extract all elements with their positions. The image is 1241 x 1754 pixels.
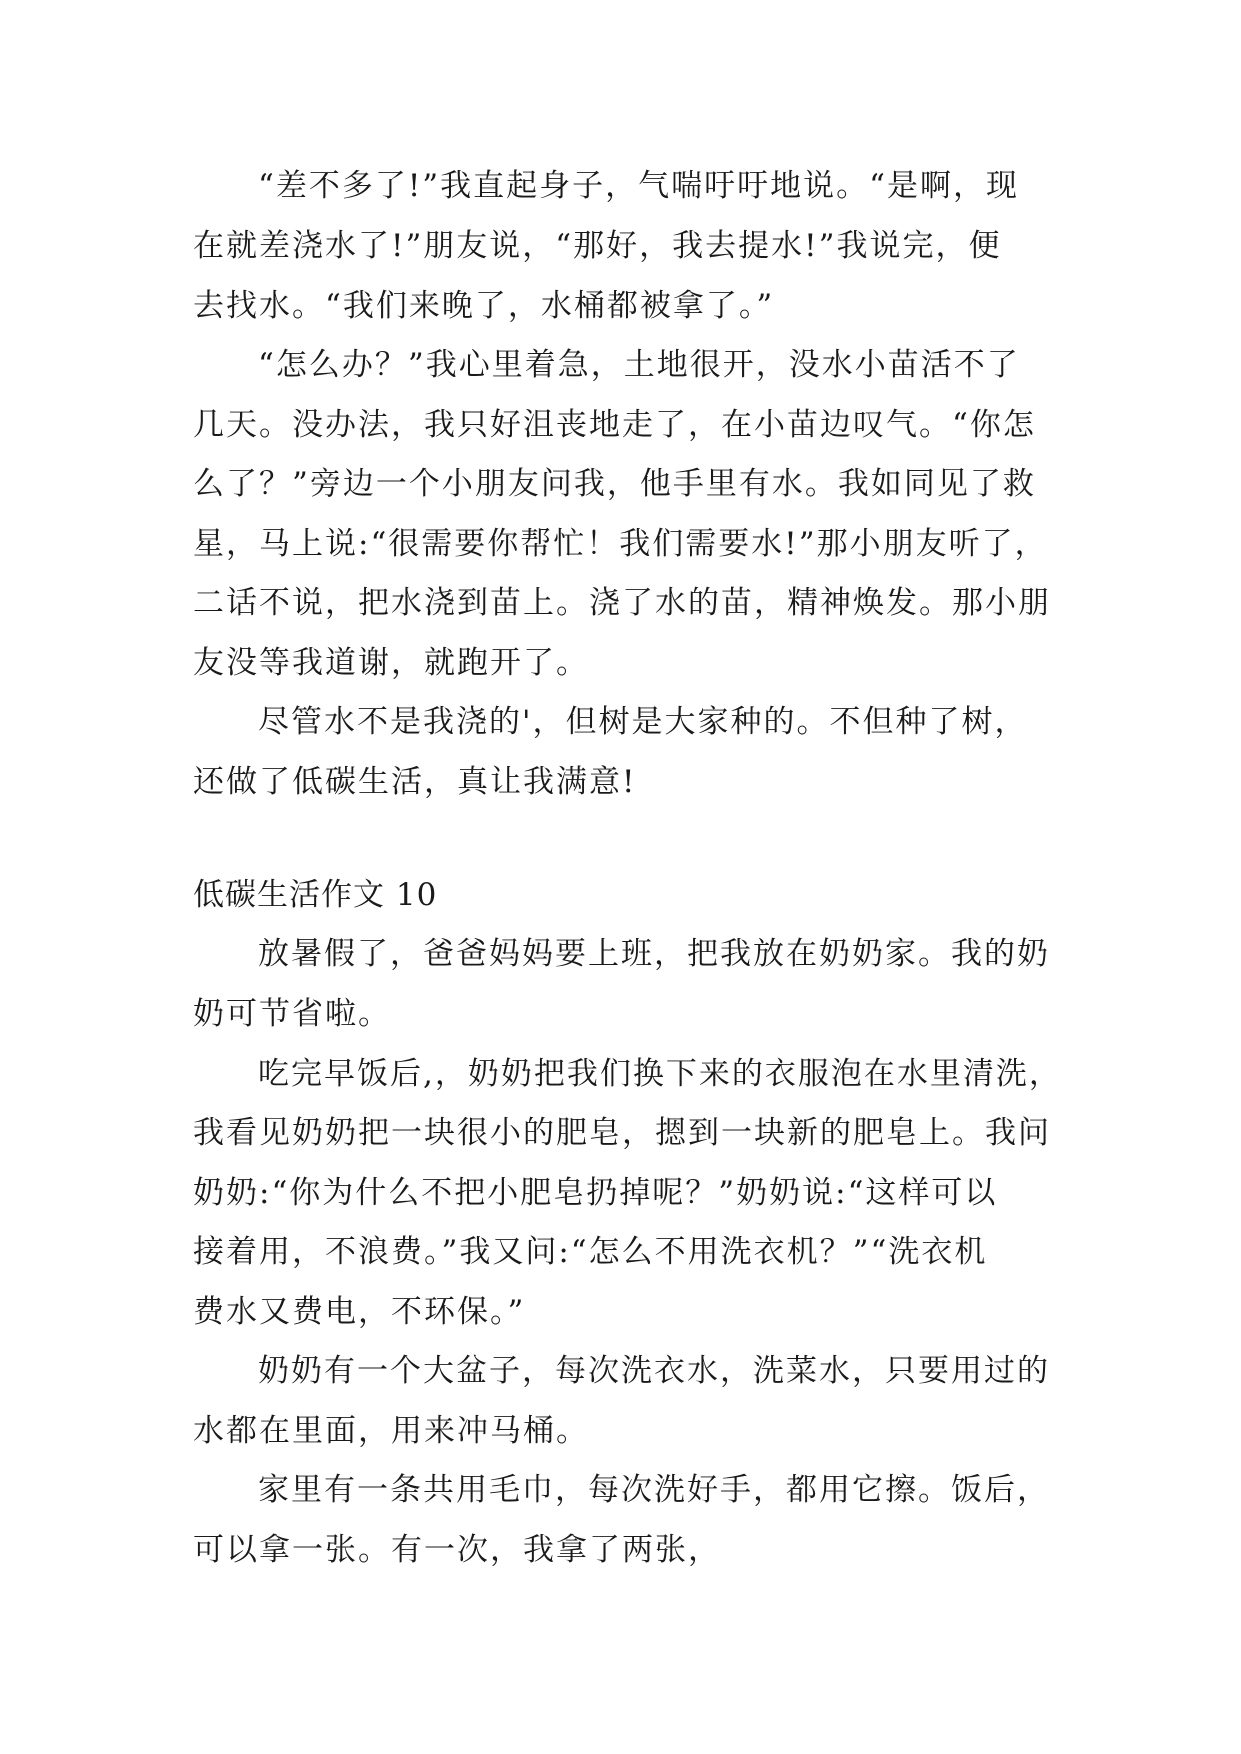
- text-line: 费水又费电，不环保。”: [193, 1294, 526, 1330]
- section-heading: 低碳生活作文 10: [193, 877, 438, 913]
- text-line: 可以拿一张。有一次，我拿了两张，: [193, 1532, 721, 1568]
- text-line: 吃完早饭后,，奶奶把我们换下来的衣服泡在水里清洗，: [258, 1056, 1062, 1092]
- text-line: 奶可节省啦。: [193, 996, 391, 1032]
- text-line: 去找水。“我们来晚了，水桶都被拿了。”: [193, 288, 775, 324]
- text-line: 水都在里面，用来冲马桶。: [193, 1413, 589, 1449]
- text-line: 放暑假了，爸爸妈妈要上班，把我放在奶奶家。我的奶: [258, 936, 1050, 972]
- text-line: 我看见奶奶把一块很小的肥皂，摁到一块新的肥皂上。我问: [193, 1115, 1051, 1151]
- text-line: 友没等我道谢，就跑开了。: [193, 645, 589, 681]
- text-line: 二话不说，把水浇到苗上。浇了水的苗，精神焕发。那小朋: [193, 585, 1051, 621]
- text-line: 奶奶:“你为什么不把小肥皂扔掉呢？”奶奶说:“这样可以: [193, 1175, 998, 1211]
- text-line: 接着用，不浪费。”我又问:“怎么不用洗衣机？”“洗衣机: [193, 1234, 988, 1270]
- text-line: 几天。没办法，我只好沮丧地走了，在小苗边叹气。“你怎: [193, 407, 1036, 443]
- text-line: 尽管水不是我浇的'，但树是大家种的。不但种了树，: [258, 704, 1028, 740]
- text-line: 家里有一条共用毛巾，每次洗好手，都用它擦。饭后，: [258, 1472, 1050, 1508]
- text-line: 星，马上说:“很需要你帮忙！我们需要水!”那小朋友听了，: [193, 526, 1048, 562]
- text-line: 在就差浇水了!”朋友说，“那好，我去提水!”我说完，便: [193, 228, 1002, 264]
- text-line: 还做了低碳生活，真让我满意!: [193, 764, 637, 800]
- text-line: “差不多了!”我直起身子，气喘吁吁地说。“是啊，现: [258, 168, 1019, 204]
- text-line: “怎么办？”我心里着急，土地很开，没水小苗活不了: [258, 347, 1020, 383]
- text-line: 奶奶有一个大盆子，每次洗衣水，洗菜水，只要用过的: [258, 1353, 1050, 1389]
- text-line: 么了？”旁边一个小朋友问我，他手里有水。我如同见了救: [193, 466, 1036, 502]
